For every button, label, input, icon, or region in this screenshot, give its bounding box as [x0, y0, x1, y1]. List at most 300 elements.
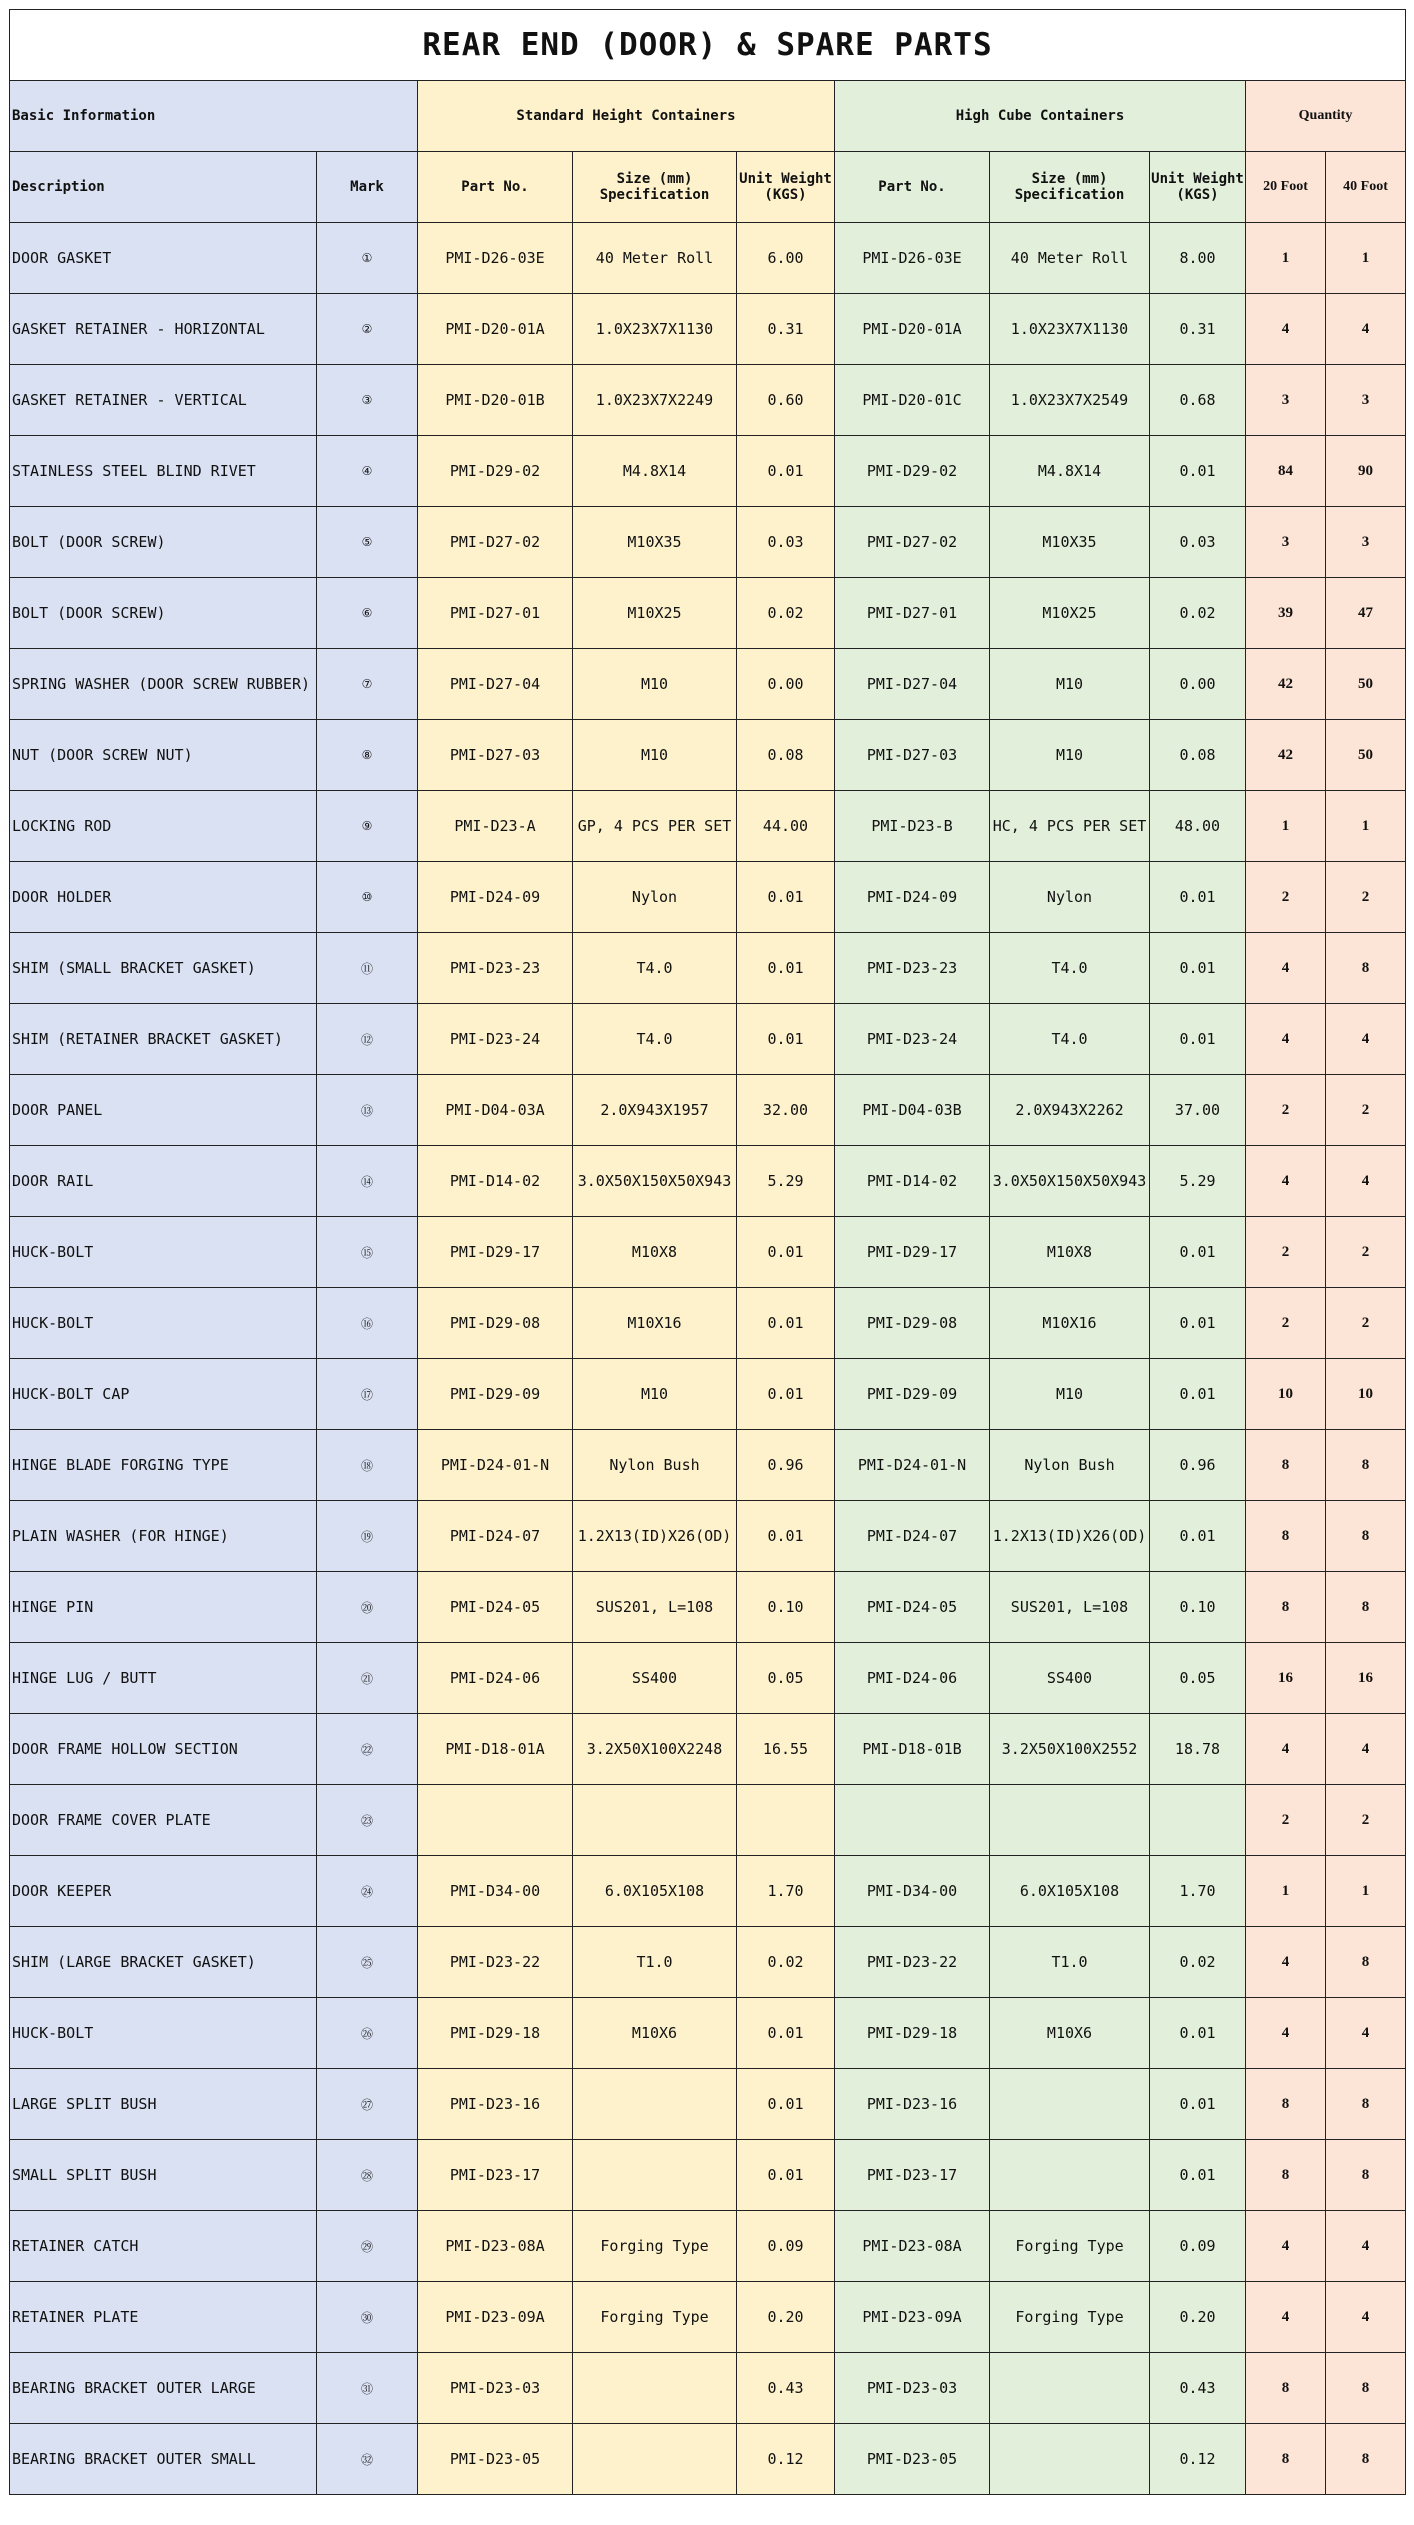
cell-hc-size: M4.8X14: [990, 436, 1150, 507]
cell-std-part-no: PMI-D27-03: [418, 720, 573, 791]
cell-std-part-no: PMI-D27-02: [418, 507, 573, 578]
group-basic-information: Basic Information: [10, 81, 418, 152]
cell-std-unit-weight: 0.31: [737, 294, 835, 365]
cell-qty-20-foot: 4: [1246, 1927, 1326, 1998]
cell-hc-size: M10X35: [990, 507, 1150, 578]
cell-hc-size: 1.0X23X7X2549: [990, 365, 1150, 436]
cell-qty-20-foot: 10: [1246, 1359, 1326, 1430]
cell-hc-size: M10: [990, 1359, 1150, 1430]
cell-description: HINGE LUG / BUTT: [10, 1643, 317, 1714]
cell-std-part-no: PMI-D18-01A: [418, 1714, 573, 1785]
cell-description: DOOR KEEPER: [10, 1856, 317, 1927]
cell-hc-size: T4.0: [990, 933, 1150, 1004]
cell-description: GASKET RETAINER - VERTICAL: [10, 365, 317, 436]
cell-std-size: M10: [573, 1359, 737, 1430]
cell-hc-part-no: PMI-D23-17: [835, 2140, 990, 2211]
cell-hc-part-no: PMI-D29-18: [835, 1998, 990, 2069]
table-row: [10, 1714, 1406, 1785]
cell-std-size: 3.2X50X100X2248: [573, 1714, 737, 1785]
cell-std-part-no: PMI-D20-01B: [418, 365, 573, 436]
cell-hc-part-no: PMI-D23-B: [835, 791, 990, 862]
cell-hc-size: T4.0: [990, 1004, 1150, 1075]
cell-hc-size: Nylon: [990, 862, 1150, 933]
cell-hc-part-no: PMI-D23-24: [835, 1004, 990, 1075]
cell-std-part-no: PMI-D29-17: [418, 1217, 573, 1288]
cell-mark: ㉘: [317, 2140, 418, 2211]
cell-hc-size: [990, 2353, 1150, 2424]
cell-std-part-no: PMI-D23-08A: [418, 2211, 573, 2282]
header-hc-size: Size (mm) Specification: [990, 152, 1150, 223]
cell-std-size: T4.0: [573, 933, 737, 1004]
table-row: [10, 223, 1406, 294]
cell-std-unit-weight: 0.01: [737, 1217, 835, 1288]
table-row: [10, 1643, 1406, 1714]
cell-qty-40-foot: 4: [1326, 1146, 1406, 1217]
cell-hc-unit-weight: 0.09: [1150, 2211, 1246, 2282]
cell-std-unit-weight: 5.29: [737, 1146, 835, 1217]
cell-hc-size: SS400: [990, 1643, 1150, 1714]
cell-std-size: 1.0X23X7X2249: [573, 365, 737, 436]
cell-std-unit-weight: 0.02: [737, 578, 835, 649]
cell-hc-part-no: PMI-D18-01B: [835, 1714, 990, 1785]
cell-mark: ⑮: [317, 1217, 418, 1288]
header-std-part-no: Part No.: [418, 152, 573, 223]
cell-qty-40-foot: 4: [1326, 2282, 1406, 2353]
cell-std-unit-weight: 44.00: [737, 791, 835, 862]
cell-hc-unit-weight: [1150, 1785, 1246, 1856]
cell-mark: ㉛: [317, 2353, 418, 2424]
cell-qty-20-foot: 8: [1246, 2353, 1326, 2424]
table-row: [10, 933, 1406, 1004]
cell-description: HUCK-BOLT: [10, 1288, 317, 1359]
cell-qty-40-foot: 4: [1326, 1998, 1406, 2069]
cell-description: HUCK-BOLT: [10, 1998, 317, 2069]
cell-qty-40-foot: 8: [1326, 2424, 1406, 2495]
header-qty-20-foot: 20 Foot: [1246, 152, 1326, 223]
cell-std-unit-weight: 0.43: [737, 2353, 835, 2424]
cell-hc-size: [990, 1785, 1150, 1856]
cell-description: BOLT (DOOR SCREW): [10, 578, 317, 649]
cell-std-size: GP, 4 PCS PER SET: [573, 791, 737, 862]
cell-std-unit-weight: 0.05: [737, 1643, 835, 1714]
cell-hc-part-no: PMI-D27-04: [835, 649, 990, 720]
cell-std-unit-weight: 0.08: [737, 720, 835, 791]
cell-description: BOLT (DOOR SCREW): [10, 507, 317, 578]
cell-std-size: M10X6: [573, 1998, 737, 2069]
cell-hc-part-no: PMI-D14-02: [835, 1146, 990, 1217]
cell-description: DOOR RAIL: [10, 1146, 317, 1217]
cell-std-part-no: PMI-D23-16: [418, 2069, 573, 2140]
cell-std-size: T4.0: [573, 1004, 737, 1075]
cell-hc-part-no: PMI-D24-01-N: [835, 1430, 990, 1501]
cell-hc-part-no: PMI-D24-07: [835, 1501, 990, 1572]
cell-std-unit-weight: 0.01: [737, 1288, 835, 1359]
cell-mark: ㉕: [317, 1927, 418, 1998]
cell-hc-part-no: PMI-D29-08: [835, 1288, 990, 1359]
cell-std-unit-weight: 1.70: [737, 1856, 835, 1927]
cell-std-unit-weight: 16.55: [737, 1714, 835, 1785]
cell-std-size: 2.0X943X1957: [573, 1075, 737, 1146]
sheet-title: REAR END (DOOR) & SPARE PARTS: [10, 10, 1406, 81]
header-hc-unit-weight: Unit Weight (KGS): [1150, 152, 1246, 223]
table-row: [10, 1004, 1406, 1075]
cell-description: HINGE BLADE FORGING TYPE: [10, 1430, 317, 1501]
cell-std-part-no: PMI-D26-03E: [418, 223, 573, 294]
cell-hc-unit-weight: 8.00: [1150, 223, 1246, 294]
cell-description: SMALL SPLIT BUSH: [10, 2140, 317, 2211]
header-description: Description: [10, 152, 317, 223]
cell-hc-size: 1.2X13(ID)X26(OD): [990, 1501, 1150, 1572]
cell-hc-unit-weight: 0.12: [1150, 2424, 1246, 2495]
cell-qty-20-foot: 3: [1246, 365, 1326, 436]
cell-mark: ⑧: [317, 720, 418, 791]
cell-description: STAINLESS STEEL BLIND RIVET: [10, 436, 317, 507]
cell-mark: ⑦: [317, 649, 418, 720]
cell-qty-20-foot: 4: [1246, 1998, 1326, 2069]
cell-qty-20-foot: 2: [1246, 1785, 1326, 1856]
cell-qty-40-foot: 8: [1326, 2353, 1406, 2424]
cell-std-unit-weight: 0.12: [737, 2424, 835, 2495]
cell-hc-part-no: PMI-D29-09: [835, 1359, 990, 1430]
table-row: [10, 1359, 1406, 1430]
cell-std-size: 1.2X13(ID)X26(OD): [573, 1501, 737, 1572]
cell-qty-20-foot: 4: [1246, 294, 1326, 365]
table-row: [10, 1288, 1406, 1359]
cell-std-size: M4.8X14: [573, 436, 737, 507]
cell-hc-unit-weight: 0.05: [1150, 1643, 1246, 1714]
table-row: [10, 1146, 1406, 1217]
table-row: [10, 2282, 1406, 2353]
cell-hc-size: M10X8: [990, 1217, 1150, 1288]
cell-std-part-no: PMI-D34-00: [418, 1856, 573, 1927]
header-std-unit-weight: Unit Weight (KGS): [737, 152, 835, 223]
cell-qty-20-foot: 8: [1246, 2069, 1326, 2140]
cell-std-part-no: PMI-D20-01A: [418, 294, 573, 365]
cell-qty-40-foot: 1: [1326, 1856, 1406, 1927]
cell-std-part-no: PMI-D27-04: [418, 649, 573, 720]
cell-hc-unit-weight: 0.03: [1150, 507, 1246, 578]
cell-hc-part-no: PMI-D23-23: [835, 933, 990, 1004]
cell-mark: ⑩: [317, 862, 418, 933]
cell-std-part-no: PMI-D23-17: [418, 2140, 573, 2211]
cell-mark: ⑰: [317, 1359, 418, 1430]
cell-mark: ㉖: [317, 1998, 418, 2069]
cell-description: GASKET RETAINER - HORIZONTAL: [10, 294, 317, 365]
cell-description: PLAIN WASHER (FOR HINGE): [10, 1501, 317, 1572]
cell-std-size: 40 Meter Roll: [573, 223, 737, 294]
cell-mark: ⑯: [317, 1288, 418, 1359]
cell-qty-40-foot: 8: [1326, 1430, 1406, 1501]
cell-description: DOOR FRAME HOLLOW SECTION: [10, 1714, 317, 1785]
cell-mark: ②: [317, 294, 418, 365]
cell-hc-unit-weight: 0.01: [1150, 1004, 1246, 1075]
cell-qty-40-foot: 47: [1326, 578, 1406, 649]
cell-hc-unit-weight: 0.02: [1150, 578, 1246, 649]
cell-qty-20-foot: 1: [1246, 1856, 1326, 1927]
cell-std-part-no: PMI-D24-06: [418, 1643, 573, 1714]
cell-std-size: Forging Type: [573, 2282, 737, 2353]
cell-qty-40-foot: 8: [1326, 1501, 1406, 1572]
cell-hc-unit-weight: 0.10: [1150, 1572, 1246, 1643]
cell-mark: ⑫: [317, 1004, 418, 1075]
cell-qty-40-foot: 10: [1326, 1359, 1406, 1430]
cell-description: DOOR FRAME COVER PLATE: [10, 1785, 317, 1856]
cell-hc-size: M10X25: [990, 578, 1150, 649]
cell-hc-unit-weight: 0.20: [1150, 2282, 1246, 2353]
cell-qty-20-foot: 4: [1246, 2282, 1326, 2353]
cell-std-size: 6.0X105X108: [573, 1856, 737, 1927]
cell-std-size: SS400: [573, 1643, 737, 1714]
table-row: [10, 862, 1406, 933]
table-row: [10, 578, 1406, 649]
table-row: [10, 1856, 1406, 1927]
cell-hc-unit-weight: 48.00: [1150, 791, 1246, 862]
cell-std-unit-weight: 0.01: [737, 1998, 835, 2069]
table-row: [10, 2140, 1406, 2211]
cell-qty-20-foot: 4: [1246, 933, 1326, 1004]
cell-qty-40-foot: 4: [1326, 1714, 1406, 1785]
cell-mark: ③: [317, 365, 418, 436]
cell-hc-part-no: PMI-D24-09: [835, 862, 990, 933]
cell-std-part-no: PMI-D23-22: [418, 1927, 573, 1998]
cell-description: DOOR GASKET: [10, 223, 317, 294]
cell-hc-unit-weight: 0.01: [1150, 2140, 1246, 2211]
cell-hc-unit-weight: 0.02: [1150, 1927, 1246, 1998]
cell-hc-part-no: PMI-D26-03E: [835, 223, 990, 294]
cell-std-unit-weight: 0.01: [737, 1004, 835, 1075]
cell-std-unit-weight: 6.00: [737, 223, 835, 294]
cell-qty-40-foot: 1: [1326, 791, 1406, 862]
cell-qty-20-foot: 39: [1246, 578, 1326, 649]
cell-hc-size: 3.0X50X150X50X943: [990, 1146, 1150, 1217]
cell-qty-20-foot: 2: [1246, 1075, 1326, 1146]
cell-hc-unit-weight: 0.96: [1150, 1430, 1246, 1501]
cell-description: RETAINER PLATE: [10, 2282, 317, 2353]
cell-hc-unit-weight: 0.01: [1150, 436, 1246, 507]
cell-std-unit-weight: 0.02: [737, 1927, 835, 1998]
cell-hc-part-no: PMI-D23-16: [835, 2069, 990, 2140]
cell-std-unit-weight: 0.01: [737, 1501, 835, 1572]
header-mark: Mark: [317, 152, 418, 223]
cell-std-size: M10X25: [573, 578, 737, 649]
cell-hc-unit-weight: 0.01: [1150, 2069, 1246, 2140]
cell-mark: ⑱: [317, 1430, 418, 1501]
cell-std-unit-weight: 0.01: [737, 1359, 835, 1430]
cell-hc-unit-weight: 5.29: [1150, 1146, 1246, 1217]
table-row: [10, 1785, 1406, 1856]
cell-hc-part-no: PMI-D20-01A: [835, 294, 990, 365]
cell-mark: ㉑: [317, 1643, 418, 1714]
cell-mark: ⑲: [317, 1501, 418, 1572]
cell-hc-unit-weight: 0.01: [1150, 862, 1246, 933]
cell-qty-40-foot: 2: [1326, 862, 1406, 933]
cell-qty-40-foot: 4: [1326, 2211, 1406, 2282]
cell-hc-unit-weight: 1.70: [1150, 1856, 1246, 1927]
cell-mark: ㉚: [317, 2282, 418, 2353]
table-row: [10, 1075, 1406, 1146]
cell-qty-20-foot: 3: [1246, 507, 1326, 578]
spare-parts-table: [9, 9, 1406, 2495]
cell-hc-part-no: PMI-D23-08A: [835, 2211, 990, 2282]
cell-mark: ⑥: [317, 578, 418, 649]
cell-mark: ㉒: [317, 1714, 418, 1785]
cell-qty-40-foot: 50: [1326, 649, 1406, 720]
cell-hc-unit-weight: 0.01: [1150, 1501, 1246, 1572]
cell-std-part-no: PMI-D24-05: [418, 1572, 573, 1643]
cell-qty-20-foot: 16: [1246, 1643, 1326, 1714]
cell-std-part-no: PMI-D29-18: [418, 1998, 573, 2069]
cell-qty-40-foot: 90: [1326, 436, 1406, 507]
cell-hc-size: 2.0X943X2262: [990, 1075, 1150, 1146]
cell-hc-size: 1.0X23X7X1130: [990, 294, 1150, 365]
table-row: [10, 2424, 1406, 2495]
cell-hc-part-no: PMI-D23-22: [835, 1927, 990, 1998]
cell-mark: ⑬: [317, 1075, 418, 1146]
cell-hc-size: Forging Type: [990, 2211, 1150, 2282]
cell-std-part-no: PMI-D23-09A: [418, 2282, 573, 2353]
cell-hc-part-no: PMI-D23-03: [835, 2353, 990, 2424]
cell-hc-part-no: PMI-D20-01C: [835, 365, 990, 436]
cell-std-size: Forging Type: [573, 2211, 737, 2282]
cell-std-size: T1.0: [573, 1927, 737, 1998]
cell-hc-size: [990, 2069, 1150, 2140]
cell-description: SPRING WASHER (DOOR SCREW RUBBER): [10, 649, 317, 720]
cell-description: LOCKING ROD: [10, 791, 317, 862]
group-standard-height: Standard Height Containers: [418, 81, 835, 152]
table-row: [10, 294, 1406, 365]
table-row: [10, 507, 1406, 578]
cell-description: DOOR HOLDER: [10, 862, 317, 933]
cell-qty-40-foot: 2: [1326, 1288, 1406, 1359]
cell-qty-20-foot: 4: [1246, 2211, 1326, 2282]
cell-mark: ⑤: [317, 507, 418, 578]
cell-std-part-no: PMI-D24-09: [418, 862, 573, 933]
cell-std-size: M10X16: [573, 1288, 737, 1359]
cell-hc-part-no: PMI-D23-05: [835, 2424, 990, 2495]
cell-mark: ㉗: [317, 2069, 418, 2140]
cell-std-part-no: PMI-D29-09: [418, 1359, 573, 1430]
cell-mark: ④: [317, 436, 418, 507]
table-row: [10, 365, 1406, 436]
cell-std-unit-weight: 32.00: [737, 1075, 835, 1146]
cell-std-size: [573, 2069, 737, 2140]
table-row: [10, 2211, 1406, 2282]
header-qty-40-foot: 40 Foot: [1326, 152, 1406, 223]
cell-hc-size: 6.0X105X108: [990, 1856, 1150, 1927]
cell-description: HUCK-BOLT CAP: [10, 1359, 317, 1430]
cell-hc-size: [990, 2424, 1150, 2495]
cell-hc-size: M10: [990, 649, 1150, 720]
table-row: [10, 2353, 1406, 2424]
cell-hc-unit-weight: 0.01: [1150, 1998, 1246, 2069]
cell-hc-part-no: PMI-D27-01: [835, 578, 990, 649]
cell-mark: ㉓: [317, 1785, 418, 1856]
cell-std-unit-weight: [737, 1785, 835, 1856]
cell-qty-20-foot: 2: [1246, 1217, 1326, 1288]
cell-std-unit-weight: 0.01: [737, 2069, 835, 2140]
cell-qty-20-foot: 1: [1246, 791, 1326, 862]
cell-hc-unit-weight: 0.01: [1150, 1359, 1246, 1430]
cell-hc-part-no: PMI-D23-09A: [835, 2282, 990, 2353]
cell-qty-40-foot: 3: [1326, 507, 1406, 578]
cell-description: SHIM (SMALL BRACKET GASKET): [10, 933, 317, 1004]
cell-hc-part-no: PMI-D29-17: [835, 1217, 990, 1288]
cell-std-part-no: PMI-D23-05: [418, 2424, 573, 2495]
cell-hc-size: M10: [990, 720, 1150, 791]
cell-hc-part-no: PMI-D24-05: [835, 1572, 990, 1643]
cell-std-size: [573, 1785, 737, 1856]
cell-std-part-no: PMI-D23-A: [418, 791, 573, 862]
cell-std-unit-weight: 0.01: [737, 862, 835, 933]
cell-qty-20-foot: 4: [1246, 1004, 1326, 1075]
cell-std-size: Nylon: [573, 862, 737, 933]
cell-description: HUCK-BOLT: [10, 1217, 317, 1288]
cell-qty-20-foot: 4: [1246, 1714, 1326, 1785]
table-row: [10, 791, 1406, 862]
group-quantity: Quantity: [1246, 81, 1406, 152]
cell-std-size: 3.0X50X150X50X943: [573, 1146, 737, 1217]
cell-qty-20-foot: 84: [1246, 436, 1326, 507]
column-header-row: [10, 152, 1406, 223]
cell-std-size: 1.0X23X7X1130: [573, 294, 737, 365]
table-row: [10, 1217, 1406, 1288]
cell-qty-40-foot: 4: [1326, 294, 1406, 365]
cell-description: DOOR PANEL: [10, 1075, 317, 1146]
cell-std-part-no: PMI-D04-03A: [418, 1075, 573, 1146]
cell-qty-40-foot: 8: [1326, 933, 1406, 1004]
cell-qty-40-foot: 16: [1326, 1643, 1406, 1714]
cell-qty-40-foot: 8: [1326, 1572, 1406, 1643]
cell-mark: ㉜: [317, 2424, 418, 2495]
cell-std-part-no: PMI-D29-02: [418, 436, 573, 507]
cell-hc-size: T1.0: [990, 1927, 1150, 1998]
cell-std-unit-weight: 0.09: [737, 2211, 835, 2282]
cell-qty-20-foot: 42: [1246, 649, 1326, 720]
cell-hc-part-no: PMI-D04-03B: [835, 1075, 990, 1146]
cell-qty-40-foot: 8: [1326, 1927, 1406, 1998]
cell-hc-size: M10X16: [990, 1288, 1150, 1359]
cell-description: RETAINER CATCH: [10, 2211, 317, 2282]
cell-mark: ㉔: [317, 1856, 418, 1927]
cell-std-unit-weight: 0.20: [737, 2282, 835, 2353]
cell-description: HINGE PIN: [10, 1572, 317, 1643]
cell-std-part-no: PMI-D14-02: [418, 1146, 573, 1217]
cell-std-part-no: PMI-D24-07: [418, 1501, 573, 1572]
cell-std-unit-weight: 0.00: [737, 649, 835, 720]
cell-hc-size: M10X6: [990, 1998, 1150, 2069]
table-row: [10, 436, 1406, 507]
cell-qty-40-foot: 2: [1326, 1217, 1406, 1288]
cell-std-size: SUS201, L=108: [573, 1572, 737, 1643]
cell-description: SHIM (LARGE BRACKET GASKET): [10, 1927, 317, 1998]
cell-hc-size: Nylon Bush: [990, 1430, 1150, 1501]
table-row: [10, 720, 1406, 791]
table-row: [10, 1927, 1406, 1998]
cell-qty-40-foot: 1: [1326, 223, 1406, 294]
cell-qty-40-foot: 2: [1326, 1075, 1406, 1146]
cell-hc-part-no: PMI-D34-00: [835, 1856, 990, 1927]
cell-std-unit-weight: 0.01: [737, 436, 835, 507]
cell-qty-20-foot: 1: [1246, 223, 1326, 294]
cell-qty-40-foot: 3: [1326, 365, 1406, 436]
cell-hc-unit-weight: 0.01: [1150, 1217, 1246, 1288]
cell-mark: ⑭: [317, 1146, 418, 1217]
cell-std-size: M10X8: [573, 1217, 737, 1288]
cell-std-size: Nylon Bush: [573, 1430, 737, 1501]
cell-std-part-no: PMI-D24-01-N: [418, 1430, 573, 1501]
cell-qty-40-foot: 8: [1326, 2140, 1406, 2211]
cell-std-size: M10: [573, 649, 737, 720]
